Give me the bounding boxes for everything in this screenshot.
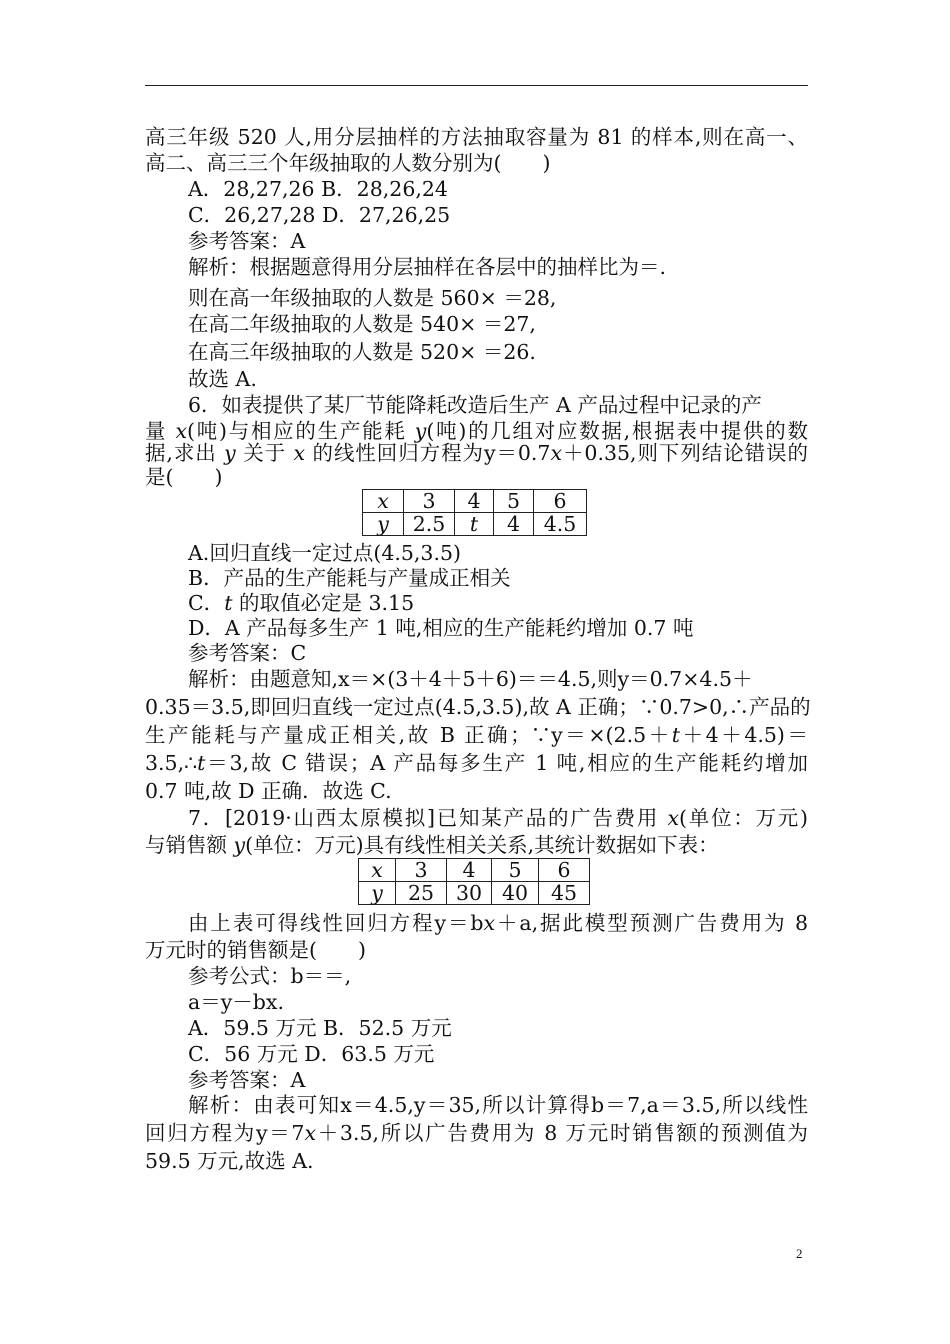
q7-data-table [358, 858, 590, 905]
q5-solution-4: 在高三年级抽取的人数是 520× ＝26. [188, 340, 536, 364]
q6-answer: 参考答案：C [188, 641, 307, 665]
table-cell: 4 [455, 490, 494, 513]
table-header-x: x [363, 490, 404, 513]
table-cell: 25 [396, 882, 447, 905]
q7-options-cd: C．56 万元 D．63.5 万元 [188, 1042, 435, 1066]
table-row-y [359, 882, 590, 905]
table-cell: t [455, 513, 494, 536]
q7-stem-4: 万元时的销售额是( ) [145, 938, 366, 962]
table-cell: 3 [396, 859, 447, 882]
table-cell: 5 [494, 490, 534, 513]
q7-formula-1: 参考公式：b＝＝, [188, 964, 352, 988]
q6-option-a: A.回归直线一定过点(4.5,3.5) [188, 541, 462, 565]
q5-options-cd: C．26,27,28 D．27,26,25 [188, 203, 451, 227]
q6-option-c: C．t 的取值必定是 3.15 [188, 591, 415, 615]
q5-solution-3: 在高二年级抽取的人数是 540× ＝27, [188, 312, 536, 336]
q6-stem-2: 量 x(吨)与相应的生产能耗 y(吨)的几组对应数据,根据表中提供的数 [145, 419, 808, 443]
table-cell: 6 [534, 490, 587, 513]
q7-solution-1: 解析：由表可知x＝4.5,y＝35,所以计算得b＝7,a＝3.5,所以线性 [188, 1093, 808, 1117]
q6-option-b: B．产品的生产能耗与产量成正相关 [188, 566, 511, 590]
q6-option-d: D．A 产品每多生产 1 吨,相应的生产能耗约增加 0.7 吨 [188, 616, 694, 640]
q5-solution-1: 解析：根据题意得用分层抽样在各层中的抽样比为＝. [188, 255, 667, 279]
q7-solution-2: 回归方程为y＝7x＋3.5,所以广告费用为 8 万元时销售额的预测值为 [145, 1121, 808, 1145]
table-cell: 30 [447, 882, 492, 905]
q6-stem-3: 据,求出 y 关于 x 的线性回归方程为y＝0.7x＋0.35,则下列结论错误的 [145, 441, 808, 465]
table-cell: 45 [539, 882, 590, 905]
q7-formula-2: a＝y－bx. [188, 990, 285, 1014]
q5-options-ab: A．28,27,26 B．28,26,24 [188, 177, 448, 201]
table-row-y [363, 513, 587, 536]
q7-stem-3: 由上表可得线性回归方程y＝bx＋a,据此模型预测广告费用为 8 [188, 911, 808, 935]
q7-stem-1: 7．[2019·山西太原模拟]已知某产品的广告费用 x(单位：万元) [188, 806, 808, 830]
q6-solution-1: 解析：由题意知,x＝×(3＋4＋5＋6)＝＝4.5,则y＝0.7×4.5＋ [188, 667, 753, 691]
table-header-y: y [359, 882, 396, 905]
q7-stem-2: 与销售额 y(单位：万元)具有线性相关关系,其统计数据如下表： [145, 833, 719, 857]
table-cell: 40 [492, 882, 539, 905]
q6-solution-3: 生产能耗与产量成正相关,故 B 正确；∵y＝×(2.5＋t＋4＋4.5)＝ [145, 723, 808, 747]
table-cell: 2.5 [404, 513, 455, 536]
table-cell: 4 [494, 513, 534, 536]
q6-solution-4: 3.5,∴t＝3,故 C 错误；A 产品每多生产 1 吨,相应的生产能耗约增加 [145, 751, 808, 775]
table-cell: 4 [447, 859, 492, 882]
q7-solution-3: 59.5 万元,故选 A. [145, 1149, 314, 1173]
q5-solution-2: 则在高一年级抽取的人数是 560× ＝28, [188, 286, 557, 310]
q6-solution-5: 0.7 吨,故 D 正确．故选 C. [145, 779, 392, 803]
q6-solution-2: 0.35＝3.5,即回归直线一定过点(4.5,3.5),故 A 正确；∵0.7>0,∴产品的 [145, 695, 811, 719]
table-cell: 4.5 [534, 513, 587, 536]
table-cell: 5 [492, 859, 539, 882]
q5-line-1: 高三年级 520 人,用分层抽样的方法抽取容量为 81 的样本,则在高一、 [145, 125, 808, 149]
table-cell: 3 [404, 490, 455, 513]
q5-line-2: 高二、高三三个年级抽取的人数分别为( ) [145, 151, 551, 175]
q6-stem-4: 是( ) [145, 465, 223, 489]
table-row-x [359, 859, 590, 882]
q7-options-ab: A．59.5 万元 B．52.5 万元 [188, 1016, 452, 1040]
q5-solution-5: 故选 A. [188, 367, 257, 391]
page-number: 2 [796, 1246, 803, 1261]
q7-answer: 参考答案：A [188, 1068, 306, 1092]
table-header-x: x [359, 859, 396, 882]
table-cell: 6 [539, 859, 590, 882]
q6-data-table [362, 489, 587, 536]
table-header-y: y [363, 513, 404, 536]
header-rule [145, 85, 808, 86]
q6-stem-1: 6．如表提供了某厂节能降耗改造后生产 A 产品过程中记录的产 [188, 393, 762, 417]
q5-answer: 参考答案：A [188, 229, 306, 253]
table-row-x [363, 490, 587, 513]
